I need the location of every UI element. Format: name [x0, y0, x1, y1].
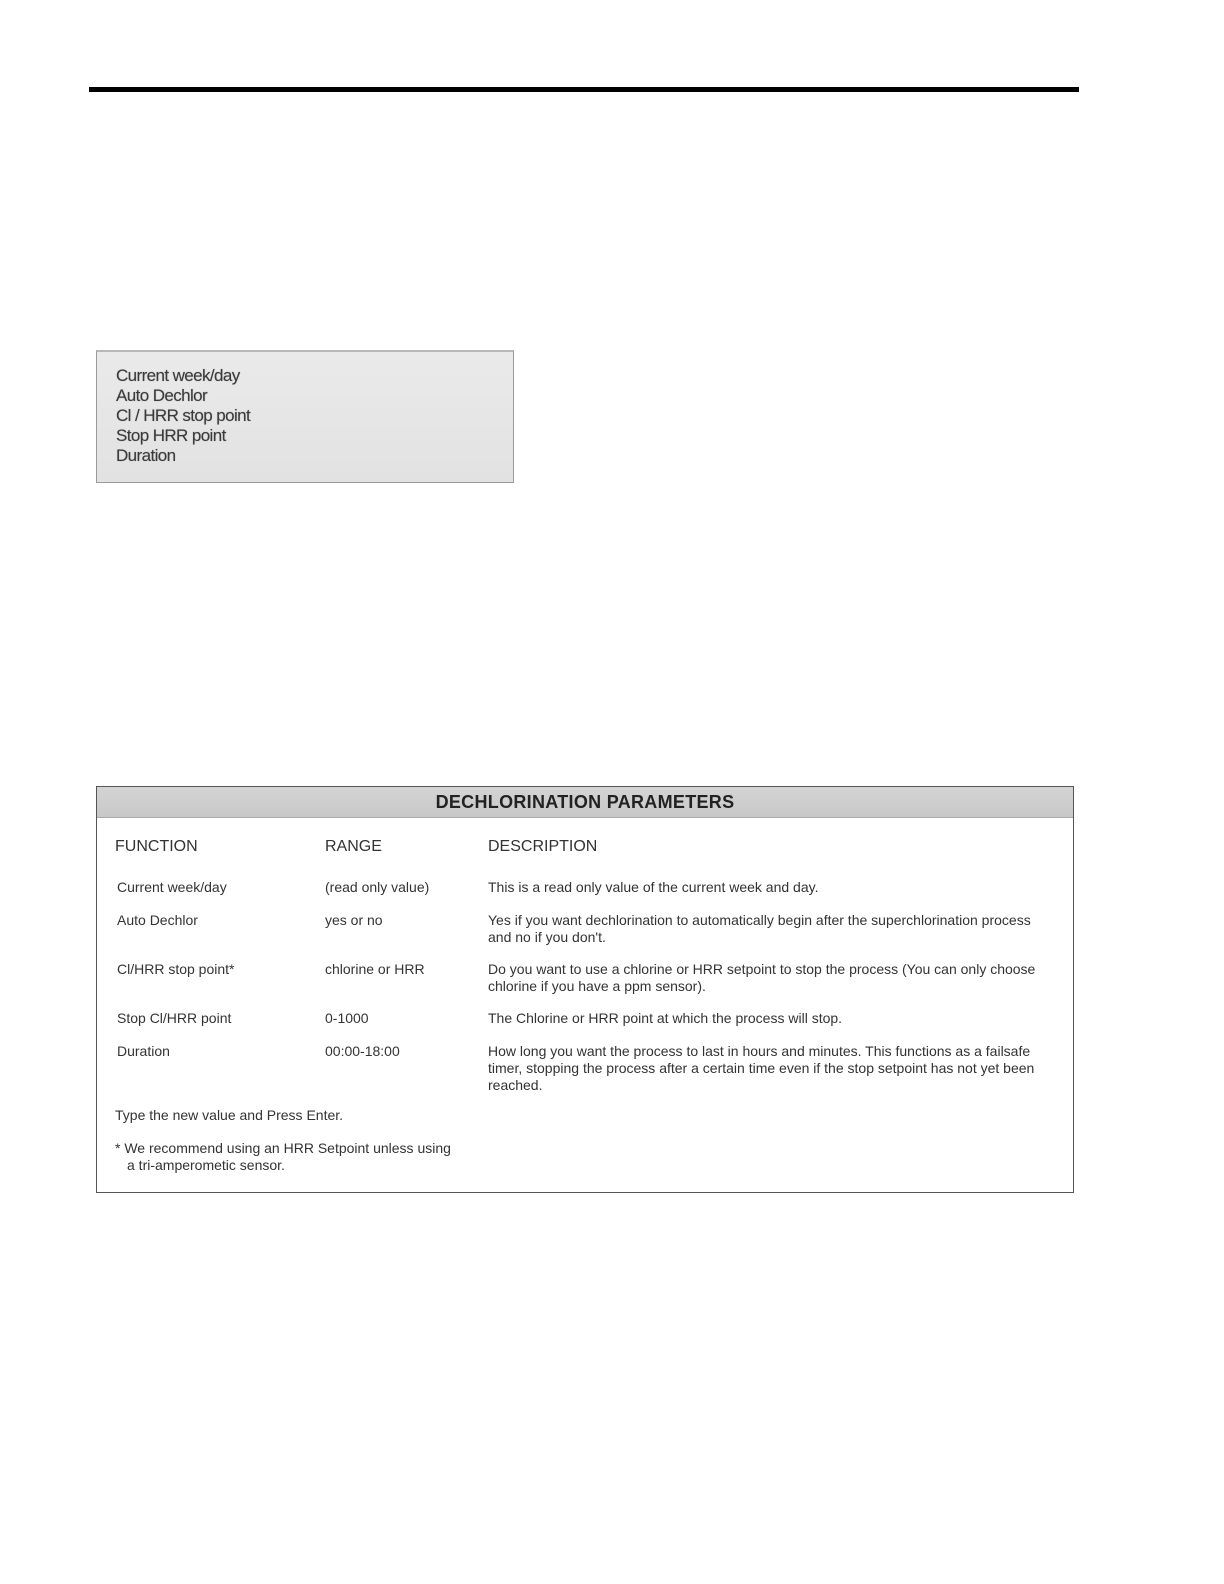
row-description: Yes if you want dechlorination to automatically begin after the superchlorination process and no if you don't. [488, 912, 1031, 945]
row-range: yes or no [325, 912, 383, 928]
top-rule [89, 87, 1079, 92]
controller-menu-screen [96, 350, 514, 483]
table-title: DECHLORINATION PARAMETERS [97, 787, 1073, 818]
menu-item-auto-dechlor: Auto Dechlor [116, 386, 208, 405]
menu-item-stop-point: Cl / HRR stop point [116, 406, 251, 425]
row-function: Current week/day [117, 879, 227, 895]
row-function: Cl/HRR stop point* [117, 961, 235, 977]
instruction-note: Type the new value and Press Enter. [115, 1107, 344, 1123]
menu-list [97, 352, 513, 466]
row-description: The Chlorine or HRR point at which the process will stop. [488, 1010, 843, 1026]
dechlorination-parameters-table [96, 786, 1074, 1193]
footnote: * We recommend using an HRR Setpoint unless using a tri-amperometic sensor. [115, 1140, 451, 1173]
row-description: How long you want the process to last in hours and minutes. This functions as a failsafe timer, stopping the process after a certain time even if the stop setpoint has not yet been reached. [488, 1043, 1035, 1093]
row-function: Duration [117, 1043, 170, 1059]
row-range: (read only value) [325, 879, 430, 895]
row-description: This is a read only value of the current week and day. [488, 879, 819, 895]
column-header-function: FUNCTION [115, 838, 198, 855]
menu-item-duration: Duration [116, 446, 176, 465]
row-range: 00:00-18:00 [325, 1043, 400, 1059]
menu-item-current-week-day: Current week/day [116, 366, 240, 385]
row-function: Auto Dechlor [117, 912, 198, 928]
menu-item-stop-hrr-point: Stop HRR point [116, 426, 226, 445]
column-header-description: DESCRIPTION [488, 838, 598, 855]
column-headers [97, 818, 1073, 866]
row-function: Stop Cl/HRR point [117, 1010, 232, 1026]
row-range: 0-1000 [325, 1010, 369, 1026]
row-range: chlorine or HRR [325, 961, 425, 977]
row-description: Do you want to use a chlorine or HRR setpoint to stop the process (You can only choose chlorine if you have a ppm sensor). [488, 961, 1036, 994]
column-header-range: RANGE [325, 838, 382, 855]
